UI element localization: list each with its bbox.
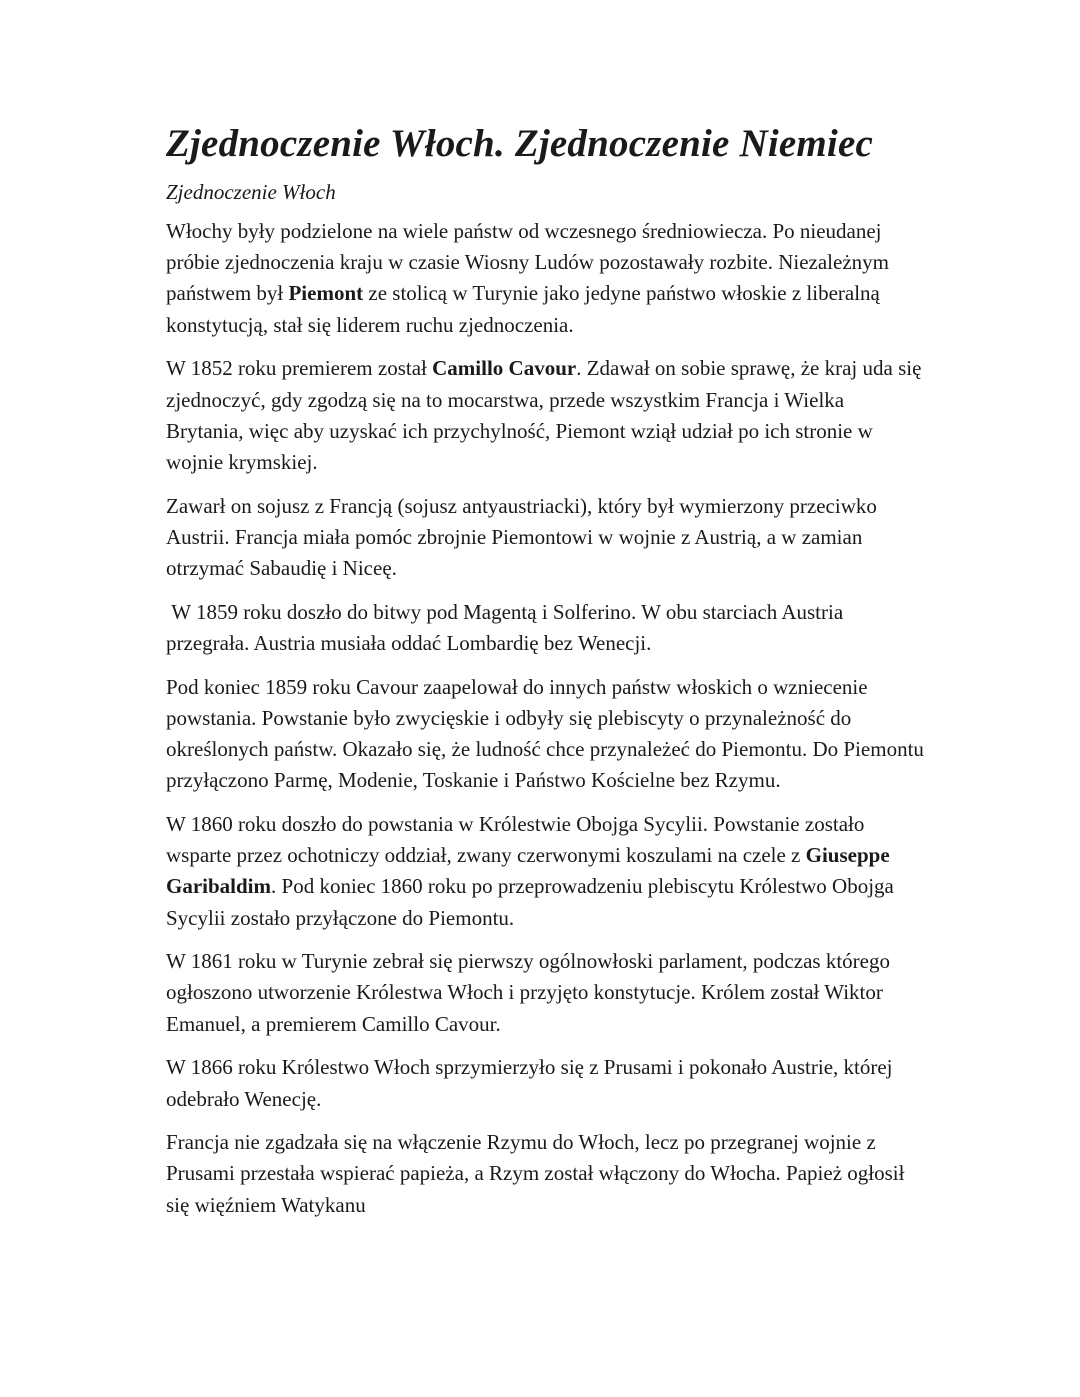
- paragraph-6: [166, 809, 926, 934]
- paragraph-text: W 1852 roku premierem został: [166, 356, 433, 381]
- paragraph-text: ze stolicą w Turynie jako jedyne państwo włoskie z liberalną konstytucją, stał się liderem ruchu zjednoczenia.: [166, 281, 880, 337]
- paragraph-1: [166, 216, 926, 341]
- bold-term-cavour: Camillo Cavour: [432, 356, 577, 381]
- paragraph-8: W 1866 roku Królestwo Włoch sprzymierzyło się z Prusami i pokonało Austrie, której odebrało Wenecję.: [166, 1055, 893, 1111]
- paragraph-5: Pod koniec 1859 roku Cavour zaapelował do innych państw włoskich o wzniecenie powstania. Powstanie było zwycięskie i odbyły się plebiscyty o przynależność do określonych państw. Okazało się, że ludność chce przynależeć do Piemontu. Do Piemontu przyłączono Parmę, Modenie, Toskanie i Państwo Kościelne bez Rzymu.: [166, 674, 924, 793]
- bold-term-piemont: Piemont: [288, 281, 364, 306]
- paragraph-text: . Zdawał on sobie sprawę, że kraj uda się zjednoczyć, gdy zgodzą się na to mocarstwa, przede wszystkim Francja i Wielka Brytania, więc aby uzyskać ich przychylność, Piemont wziął udział po ich stronie w wojnie krymskiej.: [166, 356, 922, 474]
- paragraph-9: Francja nie zgadzała się na włączenie Rzymu do Włoch, lecz po przegranej wojnie z Prusami przestała wspierać papieża, a Rzym został włączony do Włocha. Papież ogłosił się więźniem Watykanu: [166, 1130, 905, 1217]
- document-page: [166, 118, 926, 1233]
- paragraph-4: W 1859 roku doszło do bitwy pod Magentą i Solferino. W obu starciach Austria przegrała. Austria musiała oddać Lombardię bez Wenecji.: [166, 599, 849, 655]
- paragraph-text: W 1860 roku doszło do powstania w Królestwie Obojga Sycylii. Powstanie zostało wsparte przez ochotniczy oddział, zwany czerwonymi koszulami na czele z: [166, 811, 865, 868]
- paragraph-text: Włochy były podzielone na wiele państw od wczesnego średniowiecza. Po nieudanej próbie zjednoczenia kraju w czasie Wiosny Ludów pozostawały rozbite. Niezależnym państwem był: [166, 219, 889, 306]
- paragraph-text: . Pod koniec 1860 roku po przeprowadzeniu plebiscytu Królestwo Obojga Sycylii zostało przyłączone do Piemontu.: [166, 874, 894, 930]
- bold-term-garibaldi: Giuseppe Garibaldim: [166, 843, 890, 899]
- paragraph-2: [166, 353, 926, 478]
- section-subtitle: Zjednoczenie Włoch: [166, 180, 336, 204]
- paragraph-3: Zawarł on sojusz z Francją (sojusz antyaustriacki), który był wymierzony przeciwko Austrii. Francja miała pomóc zbrojnie Piemontowi w wojnie z Austrią, a w zamian otrzymać Sabaudię i Niceę.: [166, 493, 877, 581]
- paragraph-7: W 1861 roku w Turynie zebrał się pierwszy ogólnowłoski parlament, podczas którego ogłoszono utworzenie Królestwa Włoch i przyjęto konstytucje. Królem został Wiktor Emanuel, a premierem Camillo Cavour.: [166, 949, 890, 1036]
- document-title: Zjednoczenie Włoch. Zjednoczenie Niemiec: [166, 122, 873, 165]
